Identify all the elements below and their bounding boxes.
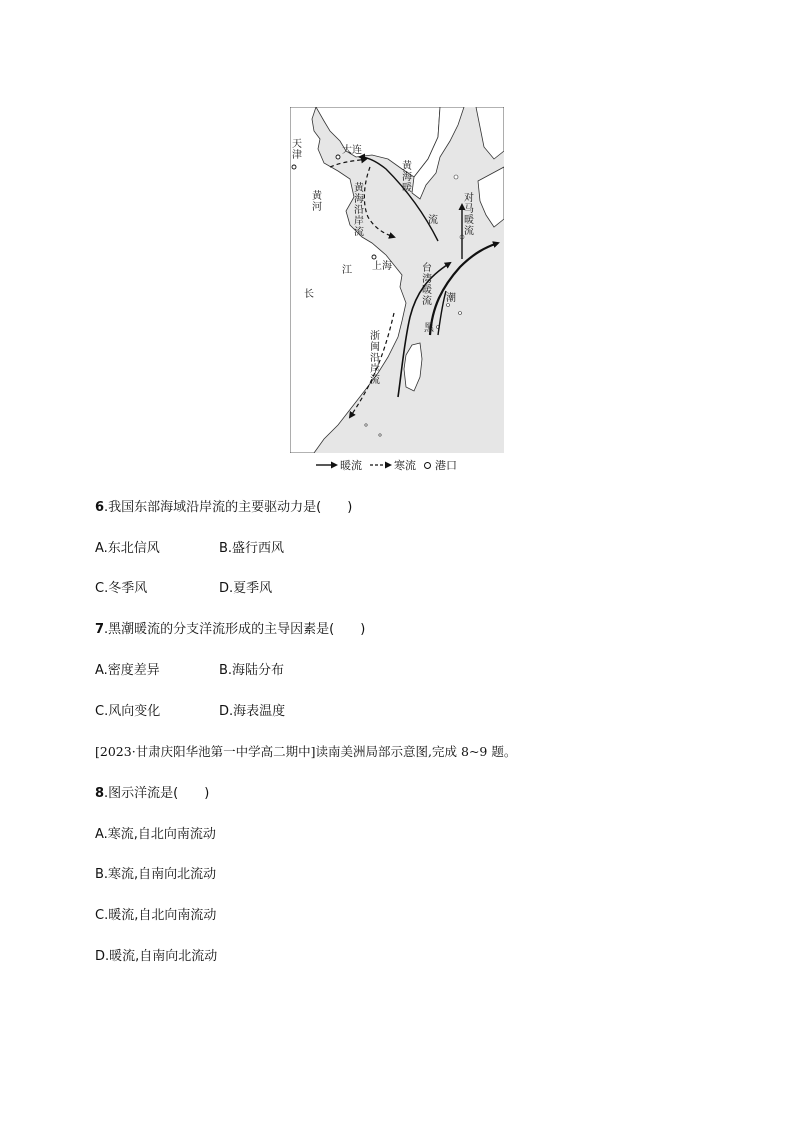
warm-current-arrow-icon — [316, 460, 338, 470]
question-6-options-row-2 — [95, 580, 495, 598]
question-text: .图示洋流是( ) — [104, 786, 210, 801]
legend-warm-label: 暖流 — [340, 459, 362, 472]
option-a[interactable]: A.东北信风 — [95, 541, 160, 556]
option-d[interactable]: D.夏季风 — [219, 581, 273, 596]
label-yellow-river — [312, 189, 323, 213]
label-char: 天 — [292, 139, 302, 150]
legend-port-label: 港口 — [435, 459, 457, 472]
label-chao: 潮 — [446, 293, 456, 304]
label-char: 沿 — [354, 205, 364, 216]
label-char: 流 — [422, 296, 432, 307]
label-char: 津 — [292, 150, 302, 161]
label-yellow-sea-coastal — [354, 181, 365, 238]
port-tianjin — [292, 165, 296, 169]
question-8-stem — [95, 785, 209, 803]
label-liu — [428, 213, 438, 226]
label-dalian: 大连 — [342, 145, 362, 156]
legend-port — [424, 457, 457, 473]
label-char: 马 — [464, 204, 474, 215]
label-char: 暖 — [422, 285, 432, 296]
label-char: 海 — [354, 194, 364, 205]
question-6-options-row-1 — [95, 540, 495, 558]
label-chang: 长 — [304, 289, 314, 300]
question-8-option-a[interactable]: A.寒流,自北向南流动 — [95, 827, 216, 842]
option-c[interactable]: C.冬季风 — [95, 581, 148, 596]
label-char: 黄 — [312, 191, 322, 202]
source-note: [2023·甘肃庆阳华池第一中学高二期中]读南美洲局部示意图,完成 8~9 题。 — [95, 744, 517, 759]
option-d[interactable]: D.海表温度 — [219, 704, 286, 719]
question-7-options-row-1 — [95, 662, 495, 680]
label-char: 海 — [402, 172, 412, 183]
island — [459, 312, 462, 315]
label-hei: 黑 — [424, 323, 434, 334]
label-char: 暖 — [402, 183, 412, 194]
question-number: 7 — [95, 622, 105, 637]
label-tianjin — [292, 138, 302, 161]
port-circle-icon — [424, 462, 431, 469]
label-taiwan-current — [422, 261, 432, 307]
ocean-current-map — [290, 107, 504, 453]
label-char: 流 — [354, 227, 364, 238]
question-number: 8 — [95, 786, 105, 801]
question-7-options-row-2 — [95, 703, 495, 721]
port-dalian — [336, 155, 340, 159]
label-char: 沿 — [370, 353, 380, 364]
label-char: 湾 — [422, 274, 432, 285]
label-char: 流 — [464, 226, 474, 237]
label-zhemin-coastal — [370, 329, 380, 386]
option-c[interactable]: C.风向变化 — [95, 704, 161, 719]
label-char: 台 — [422, 263, 432, 274]
option-b[interactable]: B.盛行西风 — [219, 541, 285, 556]
question-8-option-b[interactable]: B.寒流,自南向北流动 — [95, 867, 217, 882]
label-char: 岸 — [354, 216, 364, 227]
island — [379, 434, 381, 436]
question-text: .黑潮暖流的分支洋流形成的主导因素是( ) — [104, 622, 366, 637]
port-shanghai — [372, 255, 376, 259]
label-char: 对 — [464, 193, 474, 204]
label-char: 浙 — [370, 331, 380, 342]
option-a[interactable]: A.密度差异 — [95, 663, 160, 678]
question-8-option-d[interactable]: D.暖流,自南向北流动 — [95, 949, 218, 964]
label-char: 暖 — [464, 215, 474, 226]
label-char: 闽 — [370, 342, 380, 353]
question-6-stem — [95, 499, 352, 517]
label-char: 流 — [428, 215, 438, 226]
label-jiang: 江 — [342, 265, 352, 276]
question-8-option-c[interactable]: C.暖流,自北向南流动 — [95, 908, 217, 923]
label-char: 黄 — [402, 161, 412, 172]
label-char: 流 — [370, 375, 380, 386]
legend-cold — [370, 457, 416, 473]
legend-warm — [316, 457, 362, 473]
cold-current-arrow-icon — [370, 460, 392, 470]
island — [454, 175, 458, 179]
question-number: 6 — [95, 500, 105, 515]
option-b[interactable]: B.海陆分布 — [219, 663, 285, 678]
label-huang-hai-nuan — [402, 159, 413, 194]
label-char: 岸 — [370, 364, 380, 375]
island — [365, 424, 367, 426]
question-text: .我国东部海域沿岸流的主要驱动力是( ) — [104, 500, 353, 515]
label-tsushima-current — [464, 191, 474, 237]
label-shanghai: 上海 — [372, 261, 392, 272]
question-7-stem — [95, 621, 365, 639]
label-char: 河 — [312, 202, 322, 213]
map-legend — [316, 457, 465, 473]
legend-cold-label: 寒流 — [394, 459, 416, 472]
label-char: 黄 — [354, 183, 364, 194]
